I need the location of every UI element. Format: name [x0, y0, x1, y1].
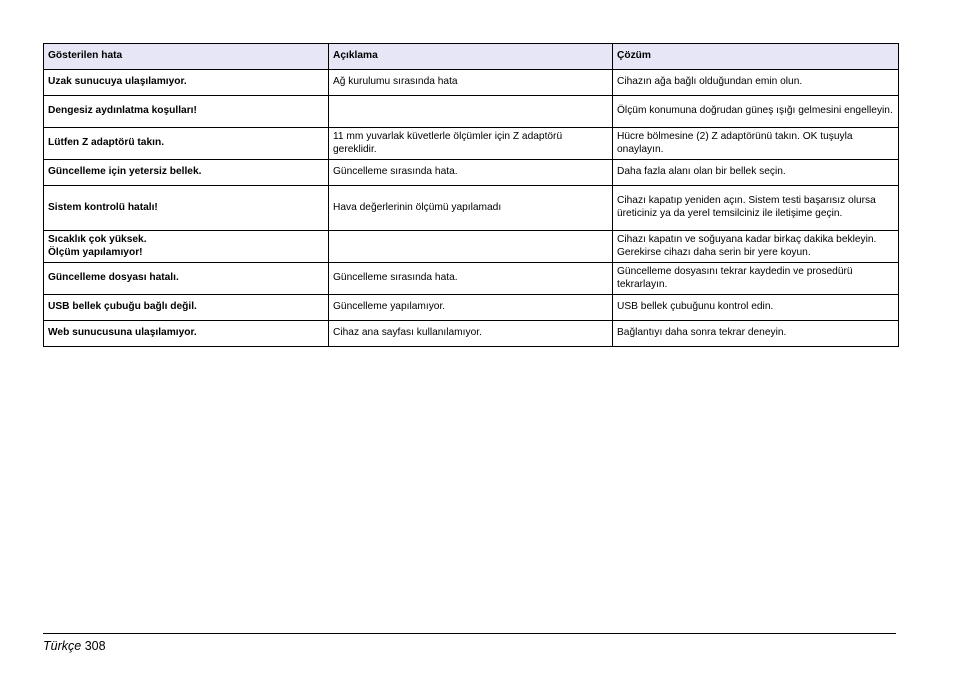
error-cell [44, 186, 329, 231]
error-cell [44, 295, 329, 321]
error-text: USB bellek çubuğu bağlı değil. [48, 301, 197, 313]
error-cell [44, 231, 329, 263]
error-text: Sıcaklık çok yüksek. [48, 233, 147, 245]
footer-divider [43, 633, 896, 634]
troubleshooting-table-wrapper [43, 43, 898, 347]
description-cell: Hava değerlerinin ölçümü yapılamadı [329, 186, 613, 231]
solution-cell: Hücre bölmesine (2) Z adaptörünü takın. OK tuşuyla onaylayın. [613, 128, 899, 160]
error-text: Ölçüm yapılamıyor! [48, 246, 143, 258]
solution-cell: Güncelleme dosyasını tekrar kaydedin ve prosedürü tekrarlayın. [613, 263, 899, 295]
table-row [44, 295, 899, 321]
description-cell: Ağ kurulumu sırasında hata [329, 70, 613, 96]
error-text: Güncelleme için yetersiz bellek. [48, 166, 202, 178]
solution-cell: Ölçüm konumuna doğrudan güneş ışığı gelmesini engelleyin. [613, 96, 899, 128]
page-number: 308 [84, 639, 106, 653]
solution-cell: USB bellek çubuğunu kontrol edin. [613, 295, 899, 321]
solution-cell: Daha fazla alanı olan bir bellek seçin. [613, 160, 899, 186]
description-cell [329, 96, 613, 128]
header-solution: Çözüm [613, 44, 899, 70]
table-row [44, 160, 899, 186]
table-row [44, 128, 899, 160]
solution-cell: Cihazın ağa bağlı olduğundan emin olun. [613, 70, 899, 96]
description-cell: Cihaz ana sayfası kullanılamıyor. [329, 321, 613, 347]
table-row [44, 70, 899, 96]
error-cell [44, 160, 329, 186]
error-text: Lütfen Z adaptörü takın. [48, 137, 165, 149]
table-row [44, 321, 899, 347]
footer-language: Türkçe [43, 639, 82, 653]
error-text: Güncelleme dosyası hatalı. [48, 272, 179, 284]
solution-cell: Bağlantıyı daha sonra tekrar deneyin. [613, 321, 899, 347]
description-cell [329, 231, 613, 263]
error-cell [44, 263, 329, 295]
error-cell [44, 96, 329, 128]
troubleshooting-table [43, 43, 899, 347]
description-cell: Güncelleme sırasında hata. [329, 263, 613, 295]
error-text: Dengesiz aydınlatma koşulları! [48, 105, 197, 117]
error-text: Uzak sunucuya ulaşılamıyor. [48, 76, 187, 88]
header-description: Açıklama [329, 44, 613, 70]
error-cell [44, 128, 329, 160]
table-header-row [44, 44, 899, 70]
description-cell: Güncelleme sırasında hata. [329, 160, 613, 186]
solution-cell: Cihazı kapatın ve soğuyana kadar birkaç dakika bekleyin. Gerekirse cihazı daha serin bir yere koyun. [613, 231, 899, 263]
table-row [44, 231, 899, 263]
table-row [44, 186, 899, 231]
description-cell: Güncelleme yapılamıyor. [329, 295, 613, 321]
page-footer [43, 639, 106, 654]
description-cell: 11 mm yuvarlak küvetlerle ölçümler için Z adaptörü gereklidir. [329, 128, 613, 160]
error-text: Sistem kontrolü hatalı! [48, 201, 158, 213]
table-row [44, 263, 899, 295]
error-cell [44, 70, 329, 96]
error-text: Web sunucusuna ulaşılamıyor. [48, 327, 197, 339]
error-cell [44, 321, 329, 347]
header-error: Gösterilen hata [44, 44, 329, 70]
table-row [44, 96, 899, 128]
solution-cell: Cihazı kapatıp yeniden açın. Sistem testi başarısız olursa üreticiniz ya da yerel temsilciniz ile iletişime geçin. [613, 186, 899, 231]
